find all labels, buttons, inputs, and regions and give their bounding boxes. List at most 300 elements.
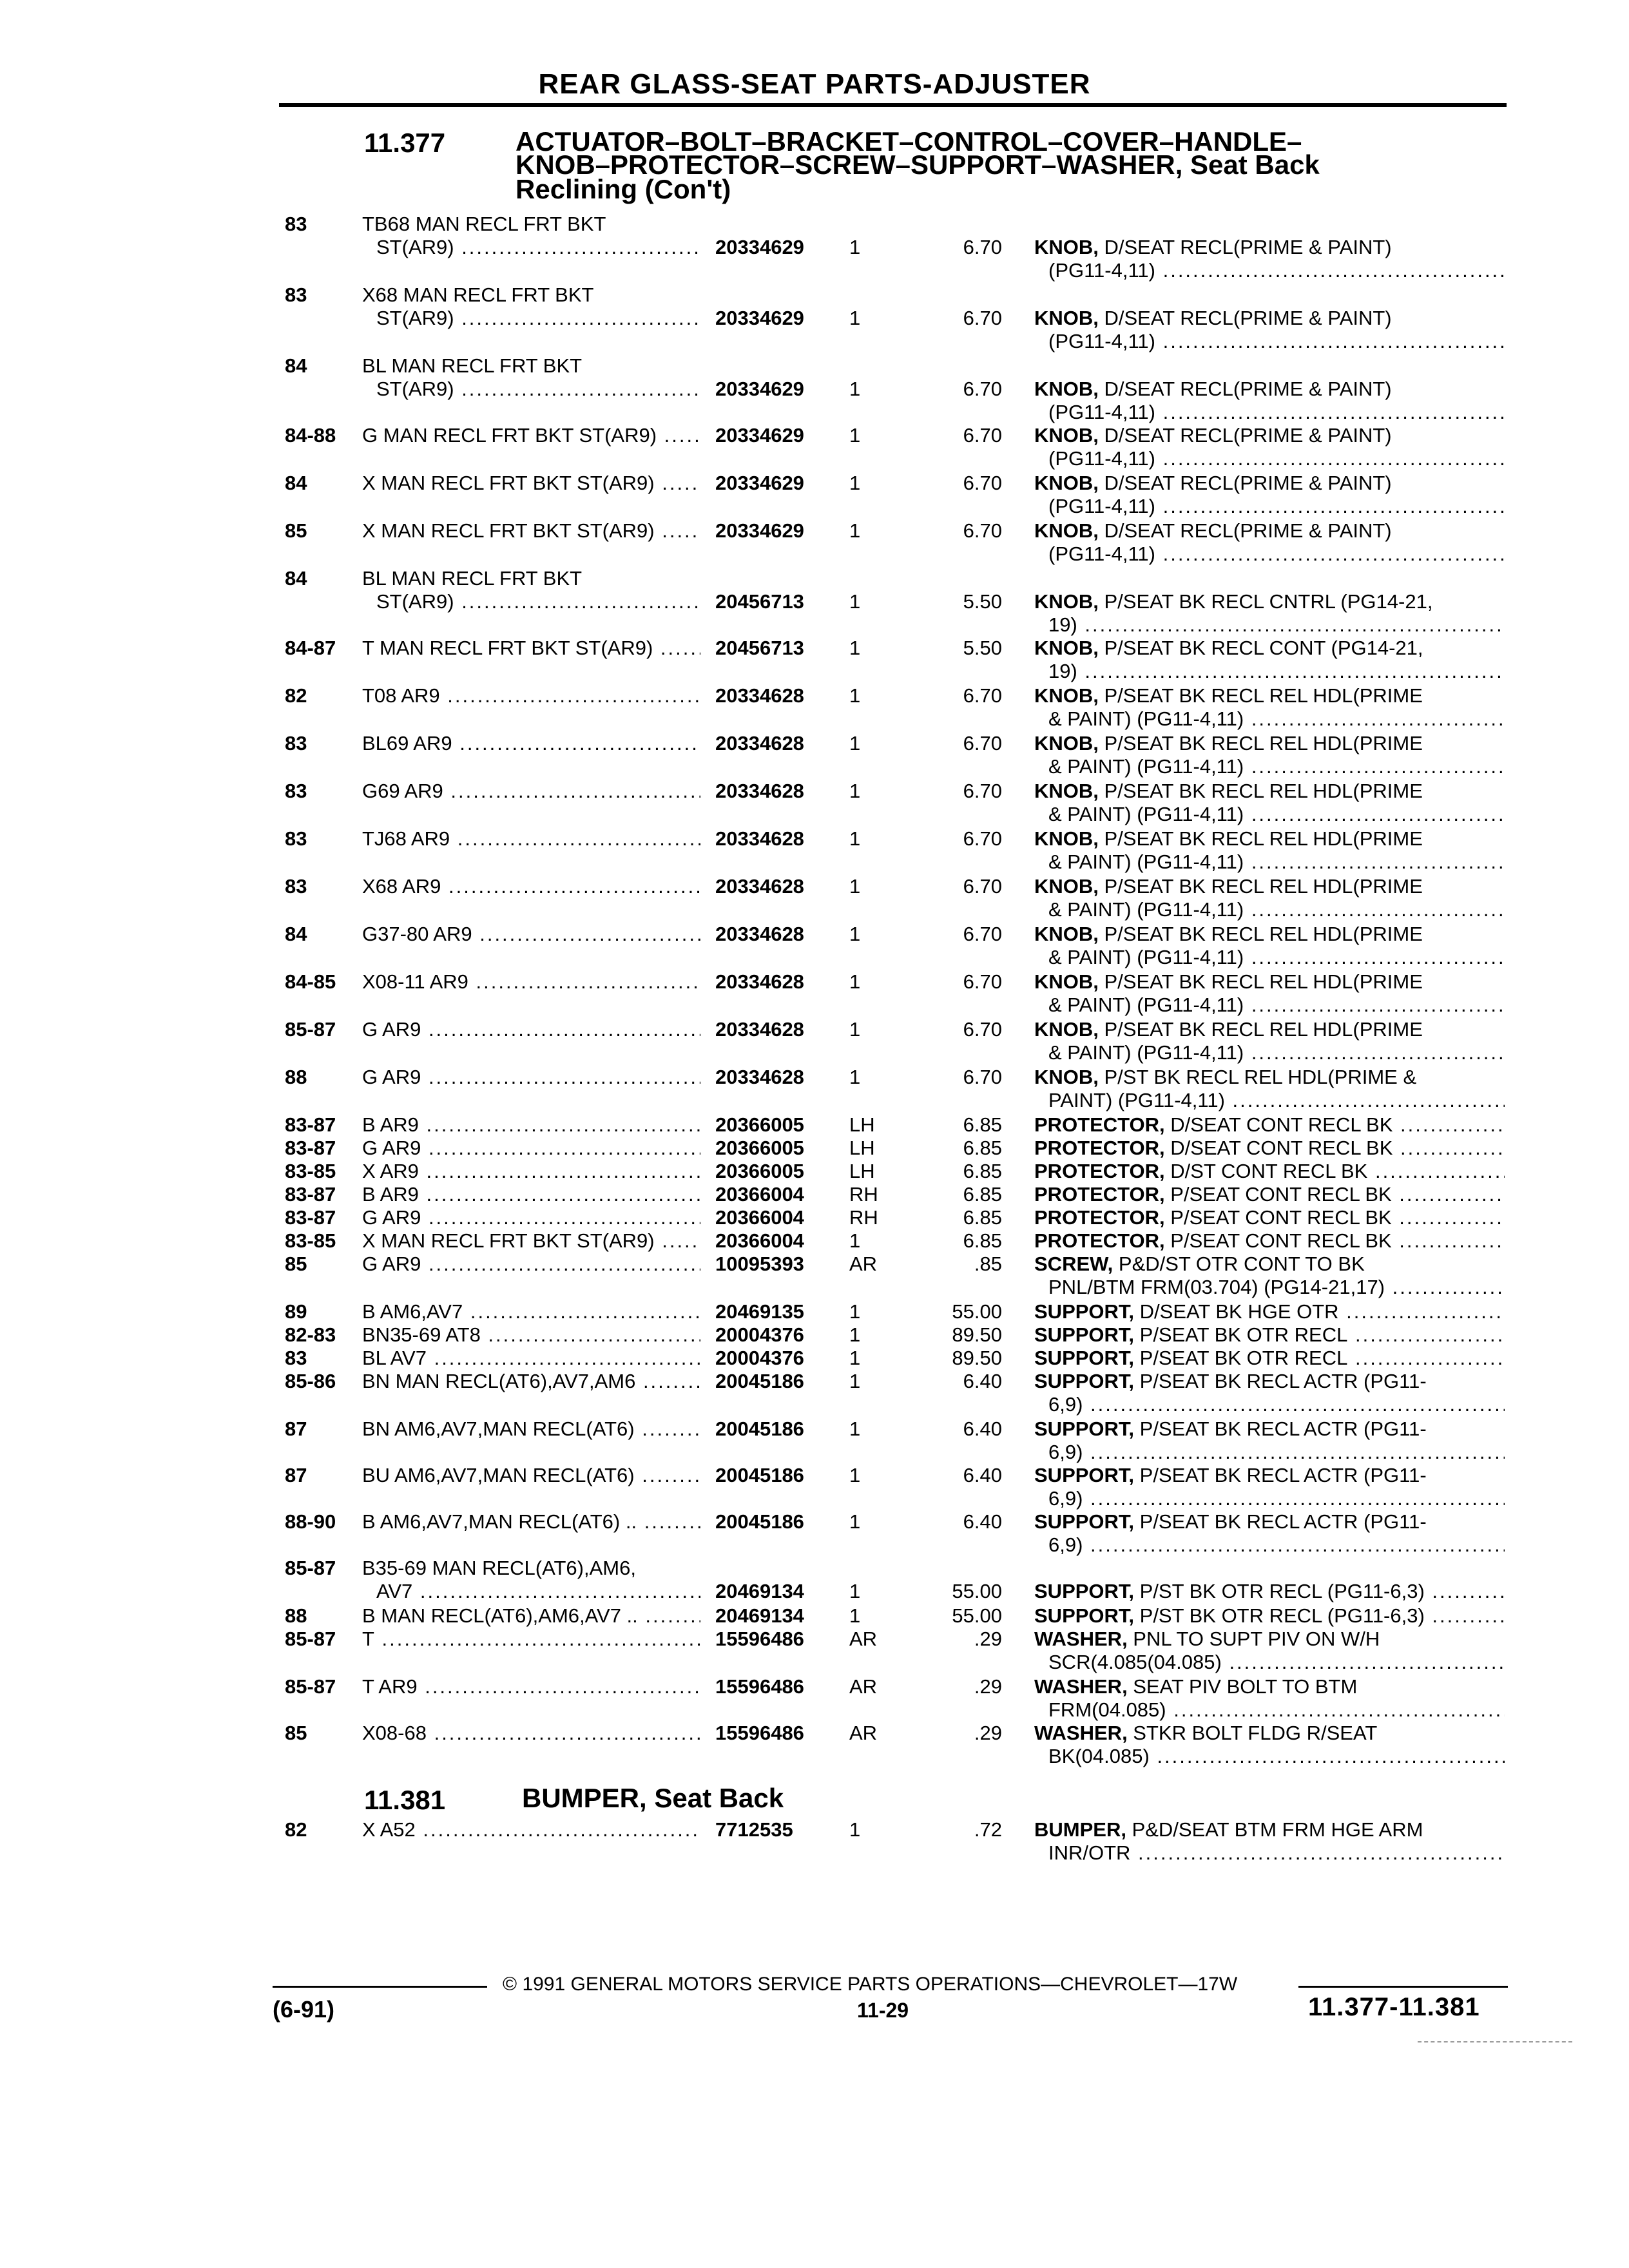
model-description: [362, 1510, 700, 1533]
part-number: 20469135: [715, 1300, 804, 1323]
part-number: 20334629: [715, 519, 804, 542]
part-name-detail: P/SEAT BK RECL REL HDL(PRIME: [1098, 732, 1423, 754]
footer-copyright: © 1991 GENERAL MOTORS SERVICE PARTS OPERATIONS—CHEVROLET—17W: [503, 1974, 1238, 1995]
model-year: 83-87: [285, 1183, 336, 1206]
part-number: 15596486: [715, 1722, 804, 1744]
section2-number: 11.381: [364, 1785, 446, 1815]
quantity: 1: [849, 1018, 861, 1041]
model-year: 84: [285, 567, 307, 590]
part-name-keyword: SUPPORT,: [1034, 1300, 1135, 1323]
model-year: 84-85: [285, 970, 336, 993]
part-number: 20004376: [715, 1323, 804, 1346]
part-name: [1034, 1160, 1505, 1183]
part-name-line: [1034, 1604, 1505, 1628]
section-number: 11.377: [364, 128, 446, 158]
part-name: [1034, 1323, 1505, 1347]
model-description: [362, 637, 700, 660]
model-description: [362, 684, 700, 707]
description-line: B AR9 .....: [362, 1113, 700, 1137]
price: 6.85: [963, 1113, 1002, 1136]
model-year: 84: [285, 472, 307, 494]
part-number: 20045186: [715, 1370, 804, 1392]
part-name-detail: D/ST CONT RECL BK: [1164, 1160, 1368, 1182]
quantity: 1: [849, 1464, 861, 1486]
quantity: AR: [849, 1675, 878, 1698]
price: 6.70: [963, 684, 1002, 707]
part-name-keyword: SCREW,: [1034, 1253, 1113, 1275]
quantity: AR: [849, 1628, 878, 1650]
price: 5.50: [963, 637, 1002, 659]
description-line: X08-11 AR9 .....: [362, 970, 700, 994]
quantity: 1: [849, 1229, 861, 1252]
footer-page-number: 11-29: [857, 1999, 909, 2022]
description-line: BL AV7 .....: [362, 1347, 700, 1370]
part-name-detail: P/SEAT BK RECL ACTR (PG11-: [1134, 1510, 1427, 1533]
description-line: G37-80 AR9 .....: [362, 923, 700, 946]
part-number: 20334628: [715, 970, 804, 993]
description-line: G AR9 .....: [362, 1253, 700, 1276]
model-description: [362, 213, 700, 259]
model-year: 85: [285, 1253, 307, 1275]
part-name-line: (PG11-4,11) .....: [1034, 401, 1505, 424]
part-number: 20366004: [715, 1206, 804, 1229]
price: 6.85: [963, 1229, 1002, 1252]
price: 6.70: [963, 1066, 1002, 1088]
part-name-detail: P/SEAT CONT RECL BK: [1164, 1206, 1392, 1229]
model-year: 82: [285, 684, 307, 707]
footer-date: (6-91): [273, 1996, 335, 2023]
description-line: X MAN RECL FRT BKT ST(AR9) .....: [362, 519, 700, 543]
model-year: 87: [285, 1418, 307, 1440]
description-line: BN MAN RECL(AT6),AV7,AM6 .....: [362, 1370, 700, 1393]
part-number: 20045186: [715, 1418, 804, 1440]
price: 89.50: [952, 1347, 1002, 1369]
model-description: [362, 1818, 700, 1841]
footer-section-range: 11.377-11.381: [1308, 1993, 1480, 2021]
part-name-line: [1034, 1137, 1505, 1160]
part-number: 20334629: [715, 307, 804, 329]
model-description: [362, 875, 700, 898]
part-name-line: & PAINT) (PG11-4,11) .....: [1034, 755, 1505, 778]
part-name-detail: P/SEAT BK RECL ACTR (PG11-: [1134, 1370, 1427, 1392]
part-name-line: [1034, 1722, 1505, 1745]
price: 55.00: [952, 1580, 1002, 1602]
description-line: B AM6,AV7 .....: [362, 1300, 700, 1323]
part-number: 20334629: [715, 424, 804, 447]
part-name-detail: D/SEAT RECL(PRIME & PAINT): [1098, 378, 1392, 400]
model-year: 82-83: [285, 1323, 336, 1346]
part-name-line: [1034, 1675, 1505, 1698]
section-title-line2: KNOB–PROTECTOR–SCREW–SUPPORT–WASHER, Seat Back: [516, 149, 1320, 180]
part-name-line: 19) .....: [1034, 613, 1505, 637]
part-name: [1034, 1018, 1505, 1064]
part-name: [1034, 1580, 1505, 1603]
price: 55.00: [952, 1300, 1002, 1323]
part-name-line: [1034, 1628, 1505, 1651]
quantity: 1: [849, 236, 861, 258]
model-year: 85-87: [285, 1557, 336, 1579]
part-name-keyword: KNOB,: [1034, 1066, 1099, 1088]
part-name-keyword: SUPPORT,: [1034, 1370, 1135, 1392]
quantity: 1: [849, 1818, 861, 1841]
model-description: [362, 1418, 700, 1441]
part-name: [1034, 590, 1505, 637]
part-number: 20334628: [715, 780, 804, 802]
part-name-keyword: KNOB,: [1034, 378, 1099, 400]
description-line: X68 AR9 .....: [362, 875, 700, 898]
part-name-keyword: WASHER,: [1034, 1675, 1128, 1698]
price: 6.70: [963, 519, 1002, 542]
part-number: 20366005: [715, 1137, 804, 1159]
part-name-detail: P/SEAT BK RECL REL HDL(PRIME: [1098, 923, 1423, 945]
part-number: 20334628: [715, 732, 804, 754]
part-name: [1034, 519, 1505, 566]
part-name-keyword: PROTECTOR,: [1034, 1183, 1165, 1206]
description-line: ST(AR9) .....: [362, 236, 700, 259]
part-name-line: [1034, 1818, 1505, 1841]
part-name-line: [1034, 1323, 1505, 1347]
part-name-line: 19) .....: [1034, 660, 1505, 683]
quantity: 1: [849, 827, 861, 850]
page-title: REAR GLASS-SEAT PARTS-ADJUSTER: [538, 68, 1091, 100]
part-number: 10095393: [715, 1253, 804, 1275]
footer-rule-left: [273, 1986, 487, 1988]
model-year: 87: [285, 1464, 307, 1486]
part-name-line: [1034, 1160, 1505, 1183]
part-name-line: & PAINT) (PG11-4,11) .....: [1034, 898, 1505, 921]
part-name-line: [1034, 1370, 1505, 1393]
model-year: 88: [285, 1066, 307, 1088]
part-name-keyword: KNOB,: [1034, 875, 1099, 898]
part-number: 20334629: [715, 236, 804, 258]
part-number: 20456713: [715, 590, 804, 613]
part-name: [1034, 923, 1505, 969]
part-number: 20366004: [715, 1229, 804, 1252]
model-description: [362, 1675, 700, 1698]
quantity: 1: [849, 1418, 861, 1440]
model-year: 83: [285, 1347, 307, 1369]
model-description: [362, 923, 700, 946]
part-name: [1034, 472, 1505, 518]
quantity: AR: [849, 1722, 878, 1744]
part-name-line: [1034, 970, 1505, 994]
part-name-line: & PAINT) (PG11-4,11) .....: [1034, 803, 1505, 826]
part-name-detail: STKR BOLT FLDG R/SEAT: [1127, 1722, 1378, 1744]
part-number: 20469134: [715, 1580, 804, 1602]
part-name: [1034, 378, 1505, 424]
price: 5.50: [963, 590, 1002, 613]
part-name-detail: P&D/ST OTR CONT TO BK: [1113, 1253, 1365, 1275]
description-line: G MAN RECL FRT BKT ST(AR9) .....: [362, 424, 700, 447]
description-line: ST(AR9) .....: [362, 378, 700, 401]
part-name-line: 6,9) .....: [1034, 1487, 1505, 1510]
quantity: LH: [849, 1113, 875, 1136]
model-year: 83: [285, 284, 307, 306]
part-name-keyword: SUPPORT,: [1034, 1604, 1135, 1627]
model-description: [362, 780, 700, 803]
model-year: 83-85: [285, 1229, 336, 1252]
part-name-line: & PAINT) (PG11-4,11) .....: [1034, 994, 1505, 1017]
part-name-keyword: KNOB,: [1034, 472, 1099, 494]
part-name-line: [1034, 236, 1505, 259]
part-number: 20469134: [715, 1604, 804, 1627]
part-number: 15596486: [715, 1628, 804, 1650]
description-line: B AR9 .....: [362, 1183, 700, 1206]
price: .29: [974, 1722, 1002, 1744]
model-description: [362, 1160, 700, 1183]
part-name-keyword: KNOB,: [1034, 732, 1099, 754]
part-name-detail: D/SEAT RECL(PRIME & PAINT): [1098, 236, 1392, 258]
description-line: X AR9 .....: [362, 1160, 700, 1183]
model-year: 83: [285, 213, 307, 235]
price: .72: [974, 1818, 1002, 1841]
price: 6.40: [963, 1370, 1002, 1392]
description-line: B AM6,AV7,MAN RECL(AT6) .. .....: [362, 1510, 700, 1533]
part-name: [1034, 1253, 1505, 1299]
quantity: 1: [849, 1347, 861, 1369]
part-name-keyword: KNOB,: [1034, 236, 1099, 258]
quantity: 1: [849, 1580, 861, 1602]
quantity: AR: [849, 1253, 878, 1275]
model-year: 83-87: [285, 1113, 336, 1136]
model-year: 82: [285, 1818, 307, 1841]
part-name: [1034, 307, 1505, 353]
description-line: BL MAN RECL FRT BKT: [362, 567, 583, 590]
model-description: [362, 970, 700, 994]
model-description: [362, 519, 700, 543]
part-number: 20456713: [715, 637, 804, 659]
part-number: 20334629: [715, 472, 804, 494]
part-number: 20366005: [715, 1113, 804, 1136]
part-name: [1034, 637, 1505, 683]
model-year: 83-85: [285, 1160, 336, 1182]
description-line: G69 AR9 .....: [362, 780, 700, 803]
description-line: AV7 .....: [362, 1580, 700, 1603]
model-year: 85-87: [285, 1675, 336, 1698]
quantity: 1: [849, 590, 861, 613]
part-name-detail: D/SEAT CONT RECL BK: [1164, 1137, 1393, 1159]
model-description: [362, 1018, 700, 1041]
part-name-line: BK(04.085) .....: [1034, 1745, 1505, 1768]
part-name-detail: P/SEAT BK RECL REL HDL(PRIME: [1098, 780, 1423, 802]
part-name-line: (PG11-4,11) .....: [1034, 330, 1505, 353]
description-line: T .....: [362, 1628, 700, 1651]
price: 6.85: [963, 1137, 1002, 1159]
part-name-keyword: PROTECTOR,: [1034, 1113, 1165, 1136]
part-name: [1034, 1300, 1505, 1323]
part-name: [1034, 236, 1505, 282]
part-name-line: & PAINT) (PG11-4,11) .....: [1034, 850, 1505, 874]
part-name-detail: P/SEAT BK RECL REL HDL(PRIME: [1098, 970, 1423, 993]
part-name-keyword: SUPPORT,: [1034, 1580, 1135, 1602]
description-line: ST(AR9) .....: [362, 307, 700, 330]
part-name-detail: P/SEAT BK RECL CONT (PG14-21,: [1098, 637, 1423, 659]
part-name-line: [1034, 637, 1505, 660]
description-line: BL MAN RECL FRT BKT: [362, 354, 583, 377]
part-name-line: [1034, 1229, 1505, 1253]
part-name: [1034, 970, 1505, 1017]
model-description: [362, 732, 700, 755]
price: 6.85: [963, 1206, 1002, 1229]
model-description: [362, 1370, 700, 1393]
part-name-line: [1034, 1066, 1505, 1089]
part-number: 20334628: [715, 827, 804, 850]
price: 6.70: [963, 732, 1002, 754]
part-number: 20334628: [715, 1066, 804, 1088]
part-name-line: [1034, 307, 1505, 330]
part-name: [1034, 827, 1505, 874]
part-number: 20334629: [715, 378, 804, 400]
part-name: [1034, 1510, 1505, 1557]
part-name-keyword: WASHER,: [1034, 1628, 1128, 1650]
quantity: 1: [849, 1604, 861, 1627]
quantity: 1: [849, 424, 861, 447]
model-year: 83: [285, 827, 307, 850]
model-description: [362, 1137, 700, 1160]
part-name: [1034, 732, 1505, 778]
model-description: [362, 1722, 700, 1745]
price: 6.70: [963, 875, 1002, 898]
part-name-line: [1034, 1464, 1505, 1487]
description-line: B35-69 MAN RECL(AT6),AM6,: [362, 1557, 636, 1579]
price: 6.70: [963, 424, 1002, 447]
part-name-line: [1034, 590, 1505, 613]
part-name-line: [1034, 1253, 1505, 1276]
part-name-keyword: PROTECTOR,: [1034, 1206, 1165, 1229]
model-year: 85: [285, 1722, 307, 1744]
quantity: 1: [849, 1370, 861, 1392]
part-name-line: [1034, 472, 1505, 495]
part-name-detail: P/SEAT BK RECL REL HDL(PRIME: [1098, 1018, 1423, 1041]
description-line: BN35-69 AT8 .....: [362, 1323, 700, 1347]
part-name-line: [1034, 923, 1505, 946]
model-description: [362, 1323, 700, 1347]
part-name-keyword: KNOB,: [1034, 590, 1099, 613]
part-name-keyword: KNOB,: [1034, 637, 1099, 659]
model-description: [362, 827, 700, 850]
model-year: 88: [285, 1604, 307, 1627]
part-name-line: [1034, 780, 1505, 803]
quantity: 1: [849, 780, 861, 802]
part-name: [1034, 1113, 1505, 1137]
part-name-line: INR/OTR .....: [1034, 1841, 1505, 1865]
part-name-detail: P/ST BK OTR RECL (PG11-6,3): [1134, 1604, 1425, 1627]
part-name-line: FRM(04.085) .....: [1034, 1698, 1505, 1722]
description-line: X MAN RECL FRT BKT ST(AR9) .....: [362, 472, 700, 495]
part-name-line: [1034, 875, 1505, 898]
price: 6.70: [963, 1018, 1002, 1041]
part-name-line: [1034, 1206, 1505, 1229]
part-name-line: (PG11-4,11) .....: [1034, 259, 1505, 282]
part-name: [1034, 1818, 1505, 1865]
price: 6.70: [963, 970, 1002, 993]
model-year: 83-87: [285, 1137, 336, 1159]
price: .85: [974, 1253, 1002, 1275]
part-name-detail: P/SEAT BK OTR RECL: [1134, 1347, 1348, 1369]
quantity: 1: [849, 1066, 861, 1088]
part-name-line: (PG11-4,11) .....: [1034, 495, 1505, 518]
description-line: ST(AR9) .....: [362, 590, 700, 613]
part-name-keyword: KNOB,: [1034, 307, 1099, 329]
model-description: [362, 1253, 700, 1276]
part-name-line: [1034, 1418, 1505, 1441]
part-name-line: & PAINT) (PG11-4,11) .....: [1034, 1041, 1505, 1064]
part-number: 20334628: [715, 875, 804, 898]
part-name-line: [1034, 424, 1505, 447]
price: 55.00: [952, 1604, 1002, 1627]
part-name-detail: D/SEAT RECL(PRIME & PAINT): [1098, 424, 1392, 447]
quantity: 1: [849, 1323, 861, 1346]
part-number: 20334628: [715, 1018, 804, 1041]
part-name-line: [1034, 827, 1505, 850]
model-description: [362, 1113, 700, 1137]
price: .29: [974, 1628, 1002, 1650]
model-description: [362, 1604, 700, 1628]
model-year: 89: [285, 1300, 307, 1323]
part-name-keyword: PROTECTOR,: [1034, 1160, 1165, 1182]
model-description: [362, 1229, 700, 1253]
part-name-line: 6,9) .....: [1034, 1441, 1505, 1464]
part-name-detail: P/ST BK RECL REL HDL(PRIME &: [1098, 1066, 1417, 1088]
part-name-detail: P/ST BK OTR RECL (PG11-6,3): [1134, 1580, 1425, 1602]
part-number: 20366005: [715, 1160, 804, 1182]
model-description: [362, 567, 700, 613]
part-name: [1034, 1675, 1505, 1722]
price: 6.70: [963, 378, 1002, 400]
description-line: T08 AR9 .....: [362, 684, 700, 707]
model-description: [362, 1557, 700, 1603]
model-description: [362, 1300, 700, 1323]
part-name-line: [1034, 1113, 1505, 1137]
description-line: X68 MAN RECL FRT BKT: [362, 284, 594, 306]
part-name: [1034, 1370, 1505, 1416]
part-name: [1034, 780, 1505, 826]
quantity: 1: [849, 684, 861, 707]
part-name-keyword: KNOB,: [1034, 970, 1099, 993]
part-name: [1034, 1628, 1505, 1674]
section2-title: BUMPER, Seat Back: [522, 1783, 784, 1813]
part-name-detail: D/SEAT BK HGE OTR: [1134, 1300, 1339, 1323]
model-year: 84: [285, 923, 307, 945]
part-name: [1034, 1183, 1505, 1206]
quantity: 1: [849, 1300, 861, 1323]
description-line: TJ68 AR9 .....: [362, 827, 700, 850]
description-line: TB68 MAN RECL FRT BKT: [362, 213, 606, 235]
part-name-keyword: WASHER,: [1034, 1722, 1128, 1744]
model-description: [362, 1206, 700, 1229]
part-name-keyword: PROTECTOR,: [1034, 1229, 1165, 1252]
model-description: [362, 1464, 700, 1487]
part-name-line: [1034, 1347, 1505, 1370]
price: 6.85: [963, 1183, 1002, 1206]
part-name-line: [1034, 519, 1505, 543]
part-name-line: 6,9) .....: [1034, 1393, 1505, 1416]
description-line: T MAN RECL FRT BKT ST(AR9) .....: [362, 637, 700, 660]
price: 6.70: [963, 307, 1002, 329]
model-year: 83: [285, 780, 307, 802]
part-name-line: (PG11-4,11) .....: [1034, 447, 1505, 470]
model-description: [362, 472, 700, 495]
quantity: 1: [849, 1510, 861, 1533]
quantity: RH: [849, 1183, 878, 1206]
description-line: BN AM6,AV7,MAN RECL(AT6) .....: [362, 1418, 700, 1441]
price: 89.50: [952, 1323, 1002, 1346]
part-number: 20045186: [715, 1464, 804, 1486]
part-name-keyword: SUPPORT,: [1034, 1510, 1135, 1533]
part-name-line: [1034, 1183, 1505, 1206]
model-year: 83: [285, 732, 307, 754]
model-description: [362, 1183, 700, 1206]
